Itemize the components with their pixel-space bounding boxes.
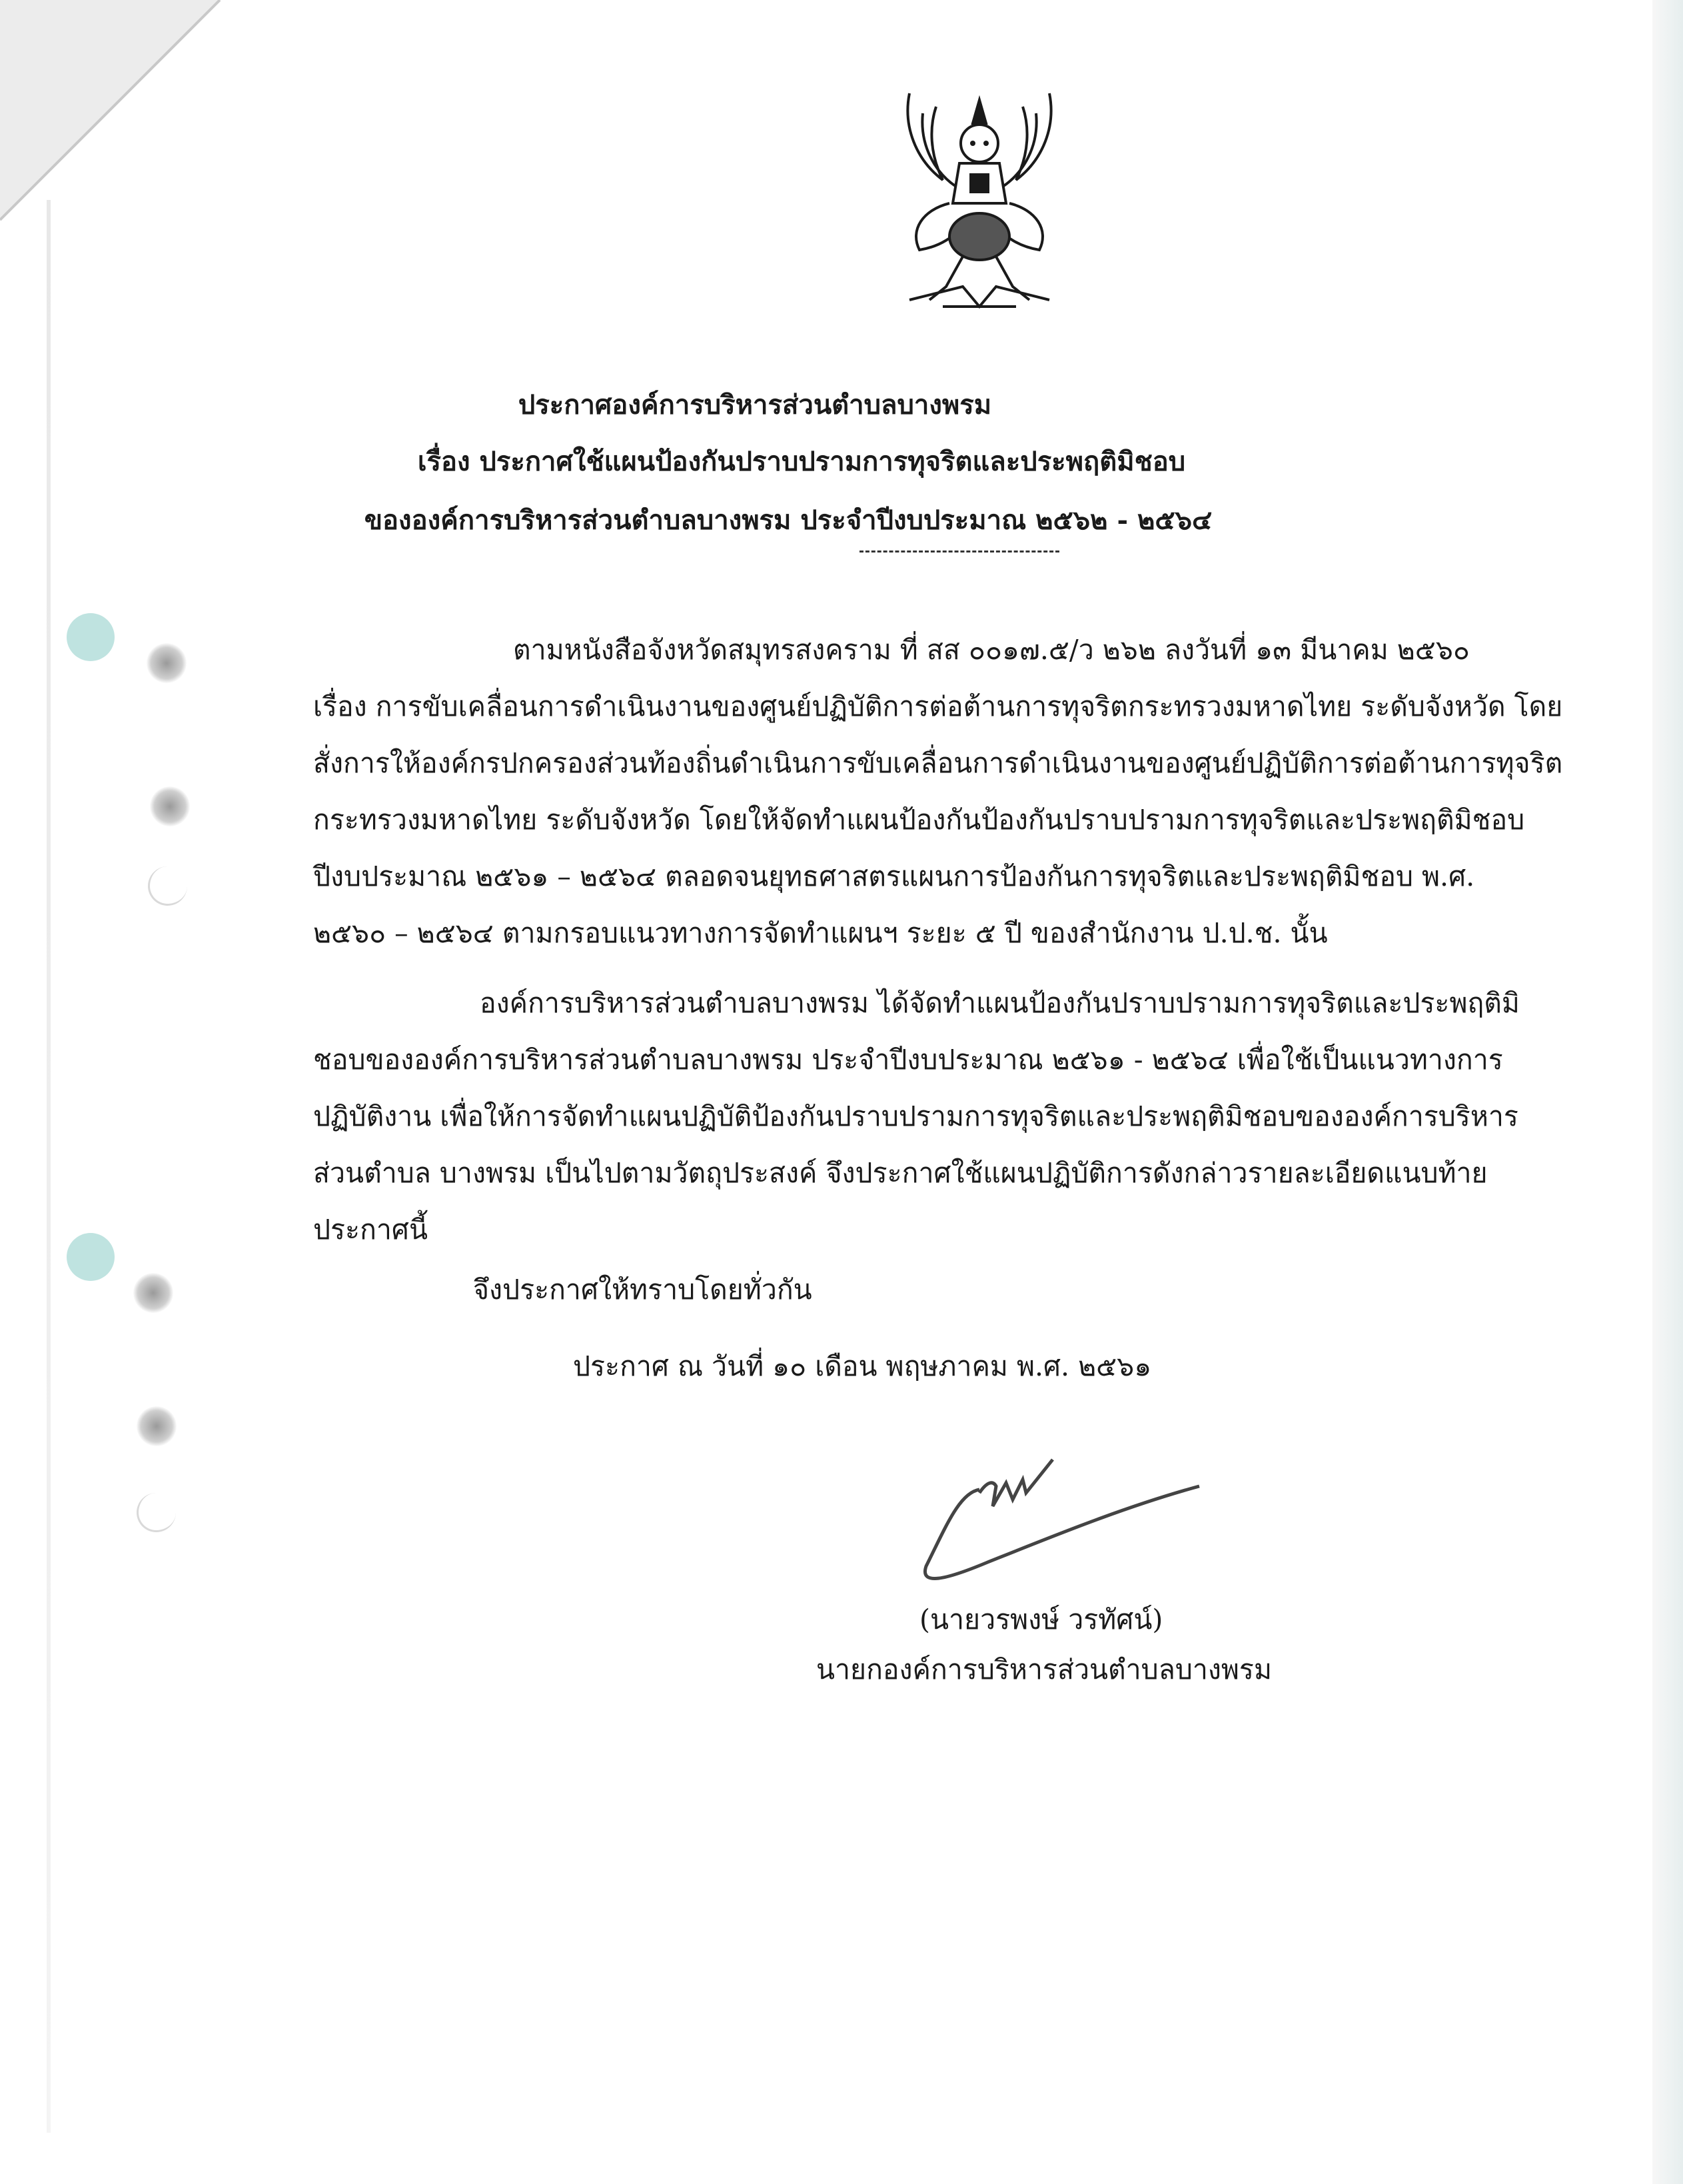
garuda-emblem-icon [883,87,1076,317]
paragraph-2-line: ปฏิบัติงาน เพื่อให้การจัดทำแผนปฏิบัติป้องกันปราบปรามการทุจริตและประพฤติมิชอบขององค์การบริหาร [313,1100,1518,1132]
punch-hole [67,1233,115,1281]
signer-name: (นายวรพงษ์ วรทัศน์) [919,1604,1163,1636]
paragraph-1-line: ปีงบประมาณ ๒๕๖๑ – ๒๕๖๔ ตลอดจนยุทธศาสตรแผนการป้องกันการทุจริตและประพฤติมิชอบ พ.ศ. [313,860,1475,892]
announcement-fiscal-year: ขององค์การบริหารส่วนตำบลบางพรม ประจำปีงบประมาณ ๒๕๖๒ - ๒๕๖๔ [364,505,1213,536]
punch-hole-mark [137,1406,177,1446]
signature-icon [906,1420,1219,1593]
title-divider [859,550,1059,552]
punch-hole-mark [148,866,187,906]
announcement-subject: เรื่อง ประกาศใช้แผนป้องกันปราบปรามการทุจริตและประพฤติมิชอบ [417,446,1186,477]
paragraph-1-line: ๒๕๖๐ – ๒๕๖๔ ตามกรอบแนวทางการจัดทำแผนฯ ระยะ ๕ ปี ของสำนักงาน ป.ป.ช. นั้น [313,917,1328,949]
punch-hole-mark [147,643,187,683]
paragraph-2-line: ส่วนตำบล บางพรม เป็นไปตามวัตถุประสงค์ จึงประกาศใช้แผนปฏิบัติการดังกล่าวรายละเอียดแนบท้าย [313,1157,1488,1189]
paragraph-1-line: เรื่อง การขับเคลื่อนการดำเนินงานของศูนย์ปฏิบัติการต่อต้านการทุจริตกระทรวงมหาดไทย ระดับจังหวัด โดย [313,690,1563,722]
announcement-date: ประกาศ ณ วันที่ ๑๐ เดือน พฤษภาคม พ.ศ. ๒๕๖๑ [573,1350,1152,1382]
closing-statement: จึงประกาศให้ทราบโดยทั่วกัน [473,1274,812,1306]
paragraph-1-line: ตามหนังสือจังหวัดสมุทรสงคราม ที่ สส ๐๐๑๗.๕/ว ๒๖๒ ลงวันที่ ๑๓ มีนาคม ๒๕๖๐ [513,634,1470,666]
signer-position: นายกองค์การบริหารส่วนตำบลบางพรม [816,1653,1272,1685]
punch-hole [67,613,115,661]
paragraph-2-line: ประกาศนี้ [313,1214,428,1246]
punch-hole-mark [137,1493,176,1532]
punch-hole-mark [133,1273,173,1313]
punch-hole-mark [150,786,190,826]
page-edge-shadow [47,200,51,2133]
paragraph-1-line: สั่งการให้องค์กรปกครองส่วนท้องถิ่นดำเนินการขับเคลื่อนการดำเนินงานของศูนย์ปฏิบัติการต่อต้านการทุจริต [313,747,1563,779]
page-edge-shadow-right [1652,0,1683,2184]
paragraph-2-line: องค์การบริหารส่วนตำบลบางพรม ได้จัดทำแผนป้องกันปราบปรามการทุจริตและประพฤติมิ [480,987,1520,1019]
paragraph-2-line: ชอบขององค์การบริหารส่วนตำบลบางพรม ประจำปีงบประมาณ ๒๕๖๑ - ๒๕๖๔ เพื่อใช้เป็นแนวทางการ [313,1044,1503,1076]
folded-corner-shadow [0,0,280,280]
announcement-title: ประกาศองค์การบริหารส่วนตำบลบางพรม [518,389,992,421]
paragraph-1-line: กระทรวงมหาดไทย ระดับจังหวัด โดยให้จัดทำแผนป้องกันป้องกันปราบปรามการทุจริตและประพฤติมิชอบ [313,804,1525,836]
